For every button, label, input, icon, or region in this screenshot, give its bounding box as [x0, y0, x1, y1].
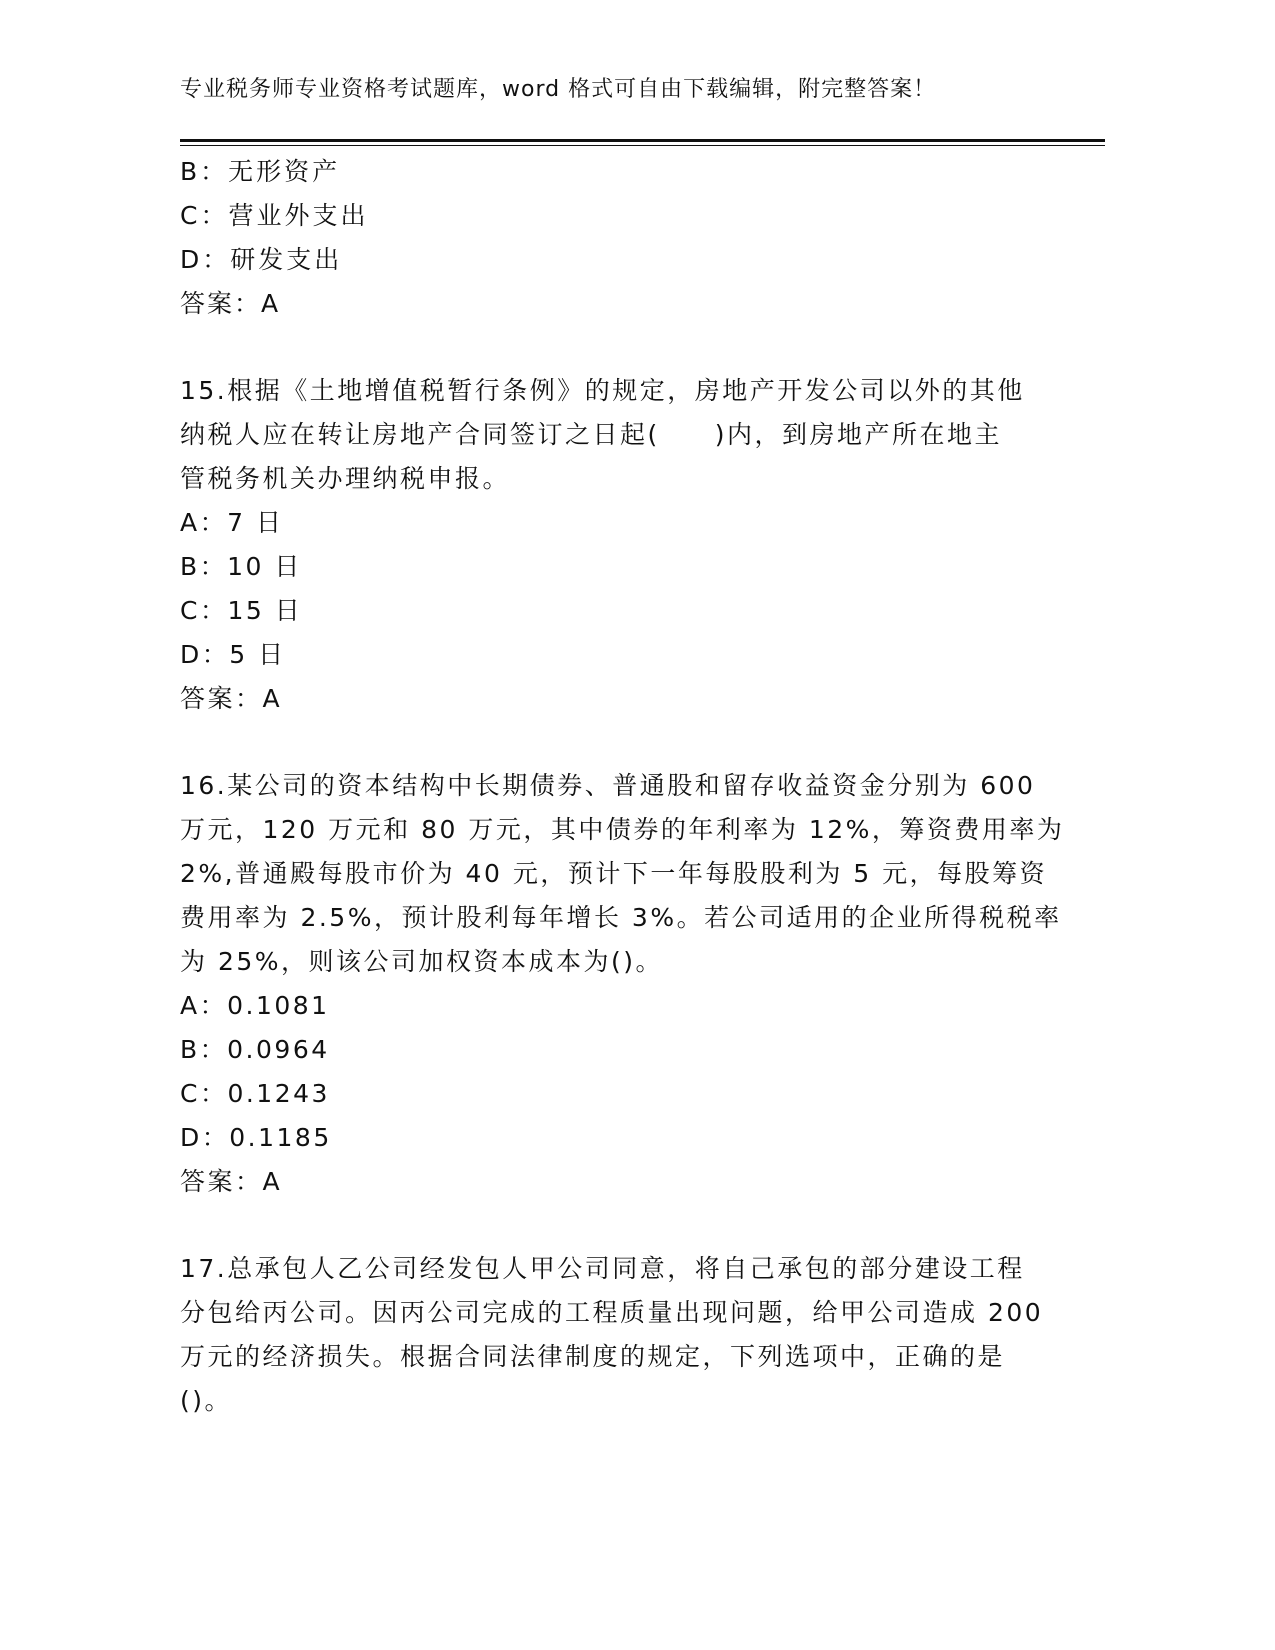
question-text-line: 2%,普通殿每股市价为 40 元，预计下一年每股股利为 5 元，每股筹资 [180, 859, 1048, 888]
question-text-line: 分包给丙公司。因丙公司完成的工程质量出现问题，给甲公司造成 200 [180, 1298, 1044, 1327]
option-c: C：15 日 [180, 596, 303, 625]
option-a: A：7 日 [180, 508, 284, 537]
option-b: B：10 日 [180, 552, 302, 581]
option-d: D：研发支出 [180, 245, 343, 274]
option-a: A：0.1081 [180, 991, 330, 1020]
question-16 [180, 764, 1065, 1204]
header-divider-thin [180, 145, 1105, 146]
answer-line: 答案：A [180, 1167, 283, 1196]
question-15 [180, 369, 1040, 721]
question-text-line: 万元的经济损失。根据合同法律制度的规定，下列选项中，正确的是 [180, 1342, 1006, 1371]
question-text-line: 16.某公司的资本结构中长期债券、普通股和留存收益资金分别为 600 [180, 771, 1036, 800]
question-text-line: 费用率为 2.5%，预计股利每年增长 3%。若公司适用的企业所得税税率 [180, 903, 1062, 932]
previous-question-tail [180, 150, 1040, 326]
option-b: B：无形资产 [180, 157, 341, 186]
option-b: B：0.0964 [180, 1035, 330, 1064]
option-c: C：0.1243 [180, 1079, 330, 1108]
header-divider-thick [180, 139, 1105, 142]
question-17 [180, 1247, 1044, 1423]
answer-line: 答案：A [180, 289, 281, 318]
document-body [180, 150, 1065, 1423]
option-d: D：0.1185 [180, 1123, 332, 1152]
header-title: 专业税务师专业资格考试题库，word 格式可自由下载编辑，附完整答案！ [180, 77, 937, 102]
question-text-line: 纳税人应在转让房地产合同签订之日起( )内，到房地产所在地主 [180, 420, 1003, 449]
question-text-line: ()。 [180, 1386, 233, 1415]
option-c: C：营业外支出 [180, 201, 369, 230]
answer-line: 答案：A [180, 684, 283, 713]
question-text-line: 17.总承包人乙公司经发包人甲公司同意，将自己承包的部分建设工程 [180, 1254, 1025, 1283]
question-text-line: 万元，120 万元和 80 万元，其中债券的年利率为 12%，筹资费用率为 [180, 815, 1065, 844]
question-text-line: 为 25%，则该公司加权资本成本为()。 [180, 947, 664, 976]
question-text-line: 15.根据《土地增值税暂行条例》的规定，房地产开发公司以外的其他 [180, 376, 1025, 405]
option-d: D：5 日 [180, 640, 286, 669]
question-text-line: 管税务机关办理纳税申报。 [180, 464, 511, 493]
